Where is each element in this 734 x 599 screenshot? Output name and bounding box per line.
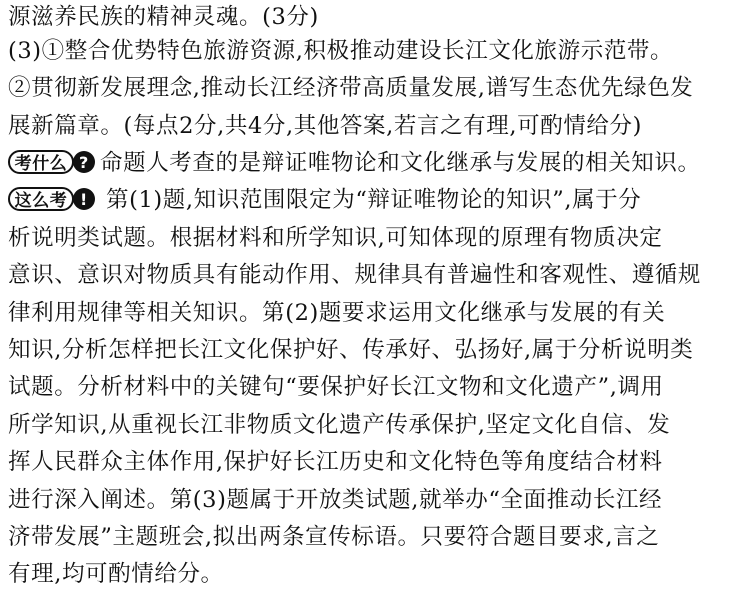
text-line-10: 知识,分析怎样把长江文化保护好、传承好、弘扬好,属于分析说明类 <box>8 337 694 363</box>
text-line-8: 意识、意识对物质具有能动作用、规律具有普遍性和客观性、遵循规 <box>8 262 702 288</box>
kao-shenme-text: 命题人考查的是辩证唯物论和文化继承与发展的相关知识。 <box>100 150 701 176</box>
question-mark-icon: ? <box>79 153 89 172</box>
zheme-kao-line <box>8 183 641 217</box>
text-line-15: 济带发展”主题班会,拟出两条宣传标语。只要符合题目要求,言之 <box>8 524 660 550</box>
text-line-11: 试题。分析材料中的关键句“要保护好长江文物和文化遗产”,调用 <box>8 374 664 400</box>
text-line-16: 有理,均可酌情给分。 <box>8 561 224 587</box>
kao-shenme-label: 考什么 <box>14 154 68 174</box>
zheme-kao-badge <box>8 186 96 212</box>
text-line-4: 展新篇章。(每点2分,共4分,其他答案,若言之有理,可酌情给分) <box>8 113 642 139</box>
text-line-1: 源滋养民族的精神灵魂。(3分) <box>8 4 319 30</box>
text-line-3: ②贯彻新发展理念,推动长江经济带高质量发展,谱写生态优先绿色发 <box>8 75 694 101</box>
text-line-12: 所学知识,从重视长江非物质文化遗产传承保护,坚定文化自信、发 <box>8 412 671 438</box>
text-line-9: 律利用规律等相关知识。第(2)题要求运用文化继承与发展的有关 <box>8 300 666 326</box>
zheme-kao-text: 第(1)题,知识范围限定为“辩证唯物论的知识”,属于分 <box>106 187 642 213</box>
text-line-2: (3)①整合优势特色旅游资源,积极推动建设长江文化旅游示范带。 <box>8 38 674 64</box>
kao-shenme-line <box>8 146 701 180</box>
text-line-14: 进行深入阐述。第(3)题属于开放类试题,就举办“全面推动长江经 <box>8 487 663 513</box>
kao-shenme-badge <box>8 149 96 175</box>
exclamation-icon: ! <box>80 190 88 209</box>
answer-explanation-page <box>8 0 728 599</box>
text-line-13: 挥人民群众主体作用,保护好长江历史和文化特色等角度结合材料 <box>8 449 663 475</box>
text-line-7: 析说明类试题。根据材料和所学知识,可知体现的原理有物质决定 <box>8 225 663 251</box>
zheme-kao-label: 这么考 <box>14 191 68 211</box>
